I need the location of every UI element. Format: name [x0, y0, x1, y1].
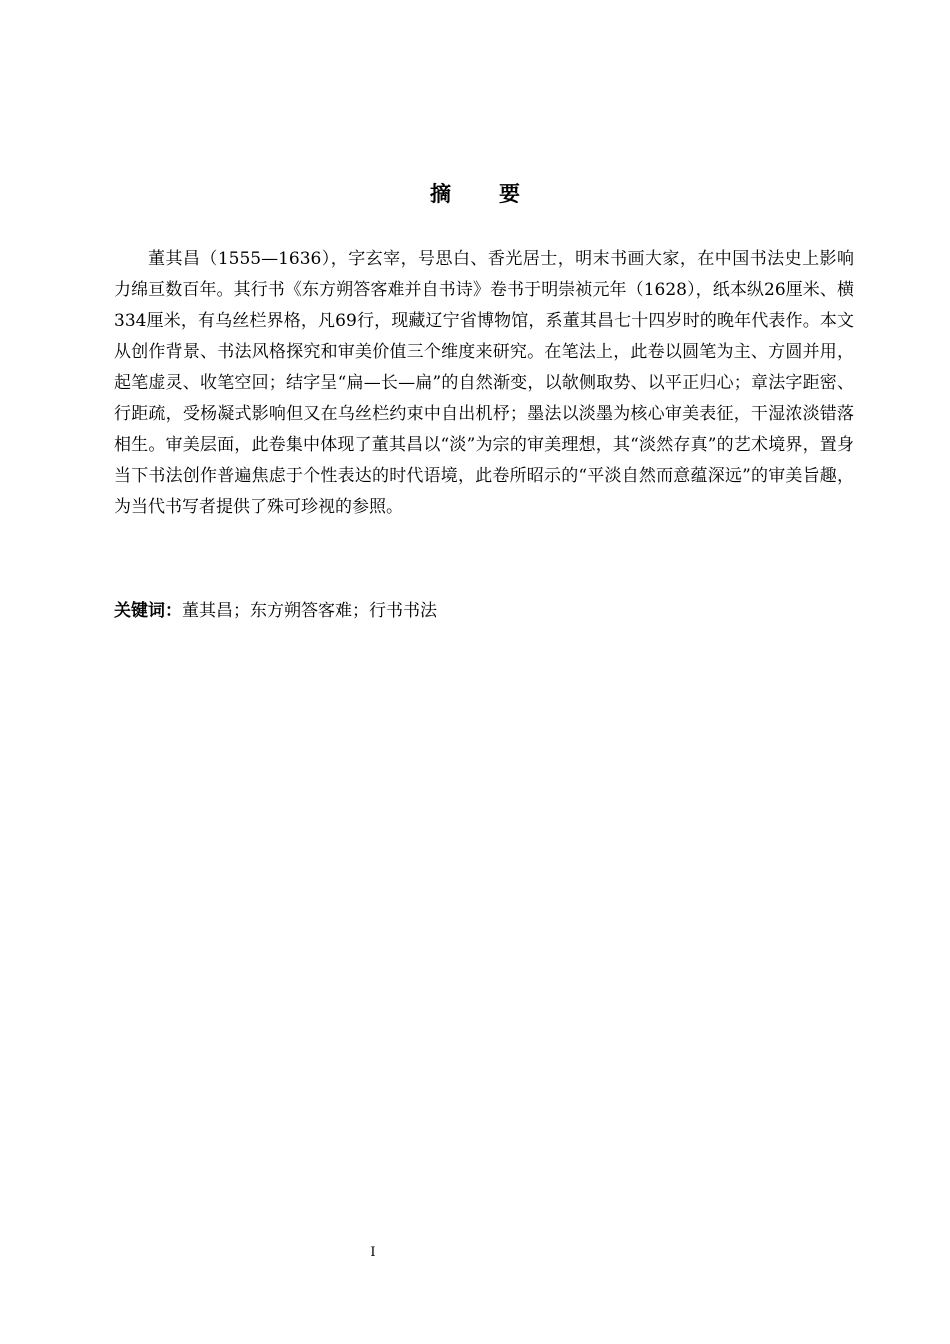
abstract-title-char-1: 摘 [430, 182, 451, 206]
abstract-title [0, 180, 950, 208]
keywords-text: 董其昌；东方朔答客难；行书书法 [182, 601, 437, 621]
abstract-title-char-2: 要 [499, 182, 520, 206]
keywords-label: 关键词： [114, 601, 182, 621]
page-number: I [370, 1245, 376, 1260]
abstract-body: 董其昌（1555—1636），字玄宰，号思白、香光居士，明末书画大家，在中国书法史上影响力绵亘数百年。其行书《东方朔答客难并自书诗》卷书于明崇祯元年（1628），纸本纵26厘米、横334厘米，有乌丝栏界格，凡69行，现藏辽宁省博物馆，系董其昌七十四岁时的晚年代表作。本文从创作背景、书法风格探究和审美价值三个维度来研究。在笔法上，此卷以圆笔为主、方圆并用，起笔虚灵、收笔空回；结字呈“扁—长—扁”的自然渐变，以欹侧取势、以平正归心；章法字距密、行距疏，受杨凝式影响但又在乌丝栏约束中自出机杼；墨法以淡墨为核心审美表征，干湿浓淡错落相生。审美层面，此卷集中体现了董其昌以“淡”为宗的审美理想，其“淡然存真”的艺术境界，置身当下书法创作普遍焦虑于个性表达的时代语境，此卷所昭示的“平淡自然而意蕴深远”的审美旨趣，为当代书写者提供了殊可珍视的参照。 [114, 249, 854, 517]
keywords-line [114, 598, 854, 624]
